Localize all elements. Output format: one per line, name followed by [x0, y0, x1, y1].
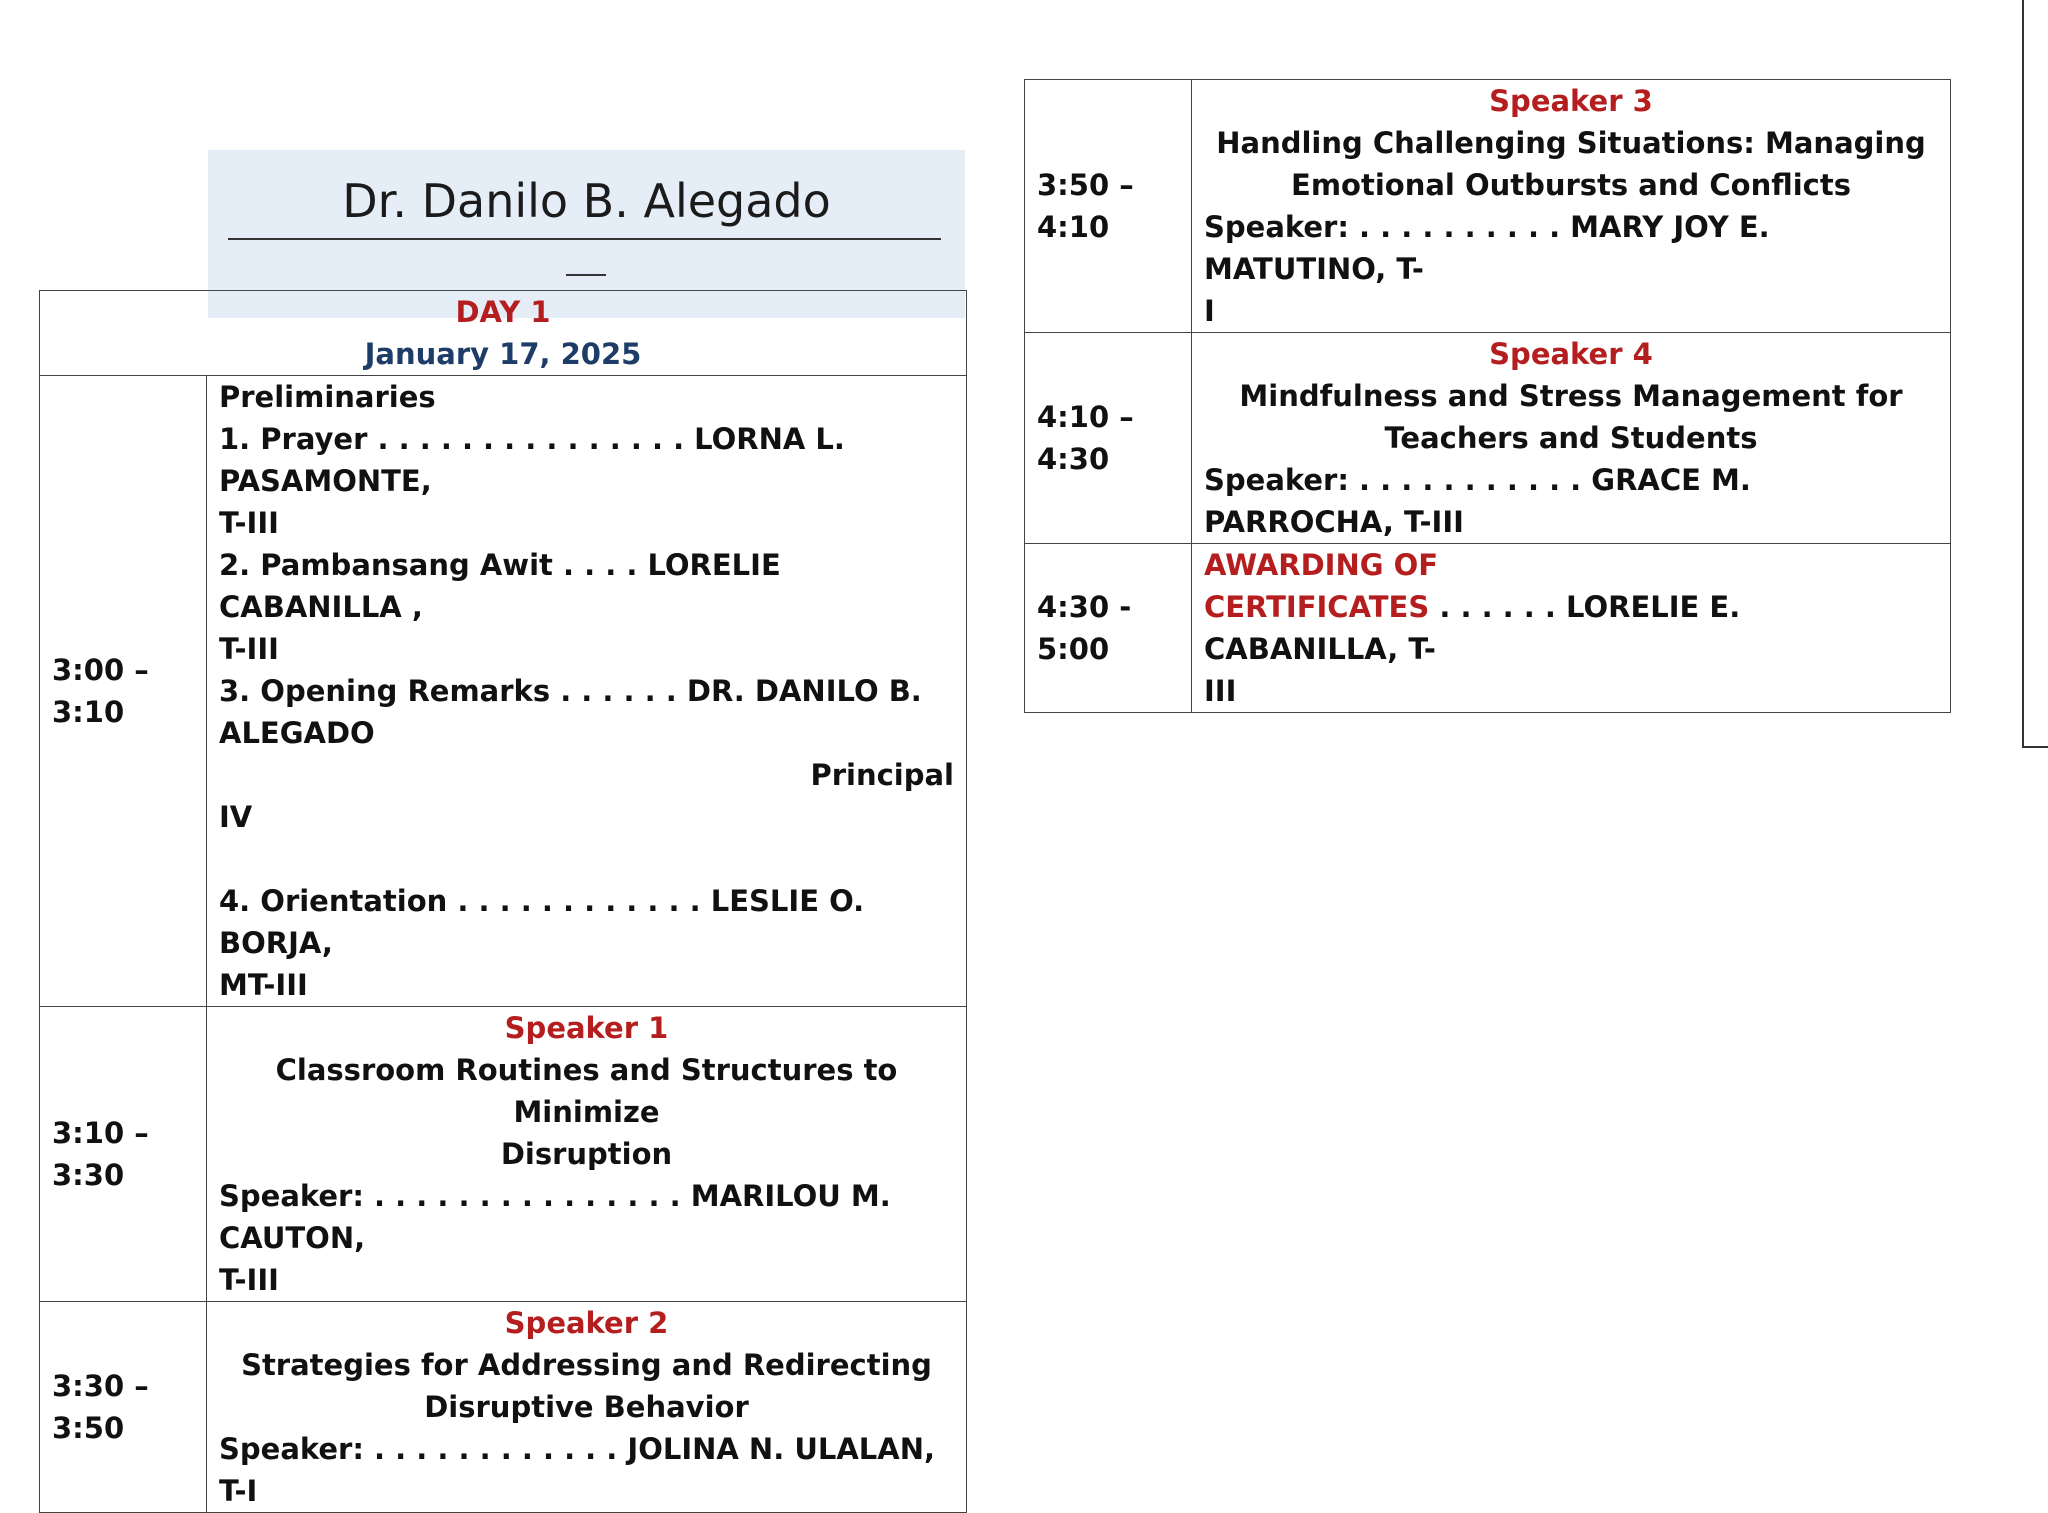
time-cell	[40, 376, 207, 1007]
anthem-line: 2. Pambansang Awit . . . . LORELIE CABANILLA ,	[219, 548, 781, 624]
time-cell	[40, 1302, 207, 1513]
speaker-cell	[1192, 333, 1951, 544]
awarding-line	[1204, 586, 1938, 670]
time-end: 3:30	[52, 1158, 125, 1192]
speaker-line: Speaker: . . . . . . . . . . . . JOLINA N. ULALAN, T-I	[219, 1432, 935, 1508]
time-start: 3:00 –	[52, 653, 149, 687]
table-row	[40, 1302, 967, 1513]
awarding-label: AWARDING OF	[1204, 548, 1439, 582]
remarks-position: Principal	[810, 758, 954, 792]
time-end: 3:50	[52, 1411, 125, 1445]
speaker-line-cont: T-III	[219, 1263, 279, 1297]
time-start: 3:10 –	[52, 1116, 149, 1150]
time-end: 5:00	[1037, 632, 1110, 666]
time-start: 4:30 -	[1037, 590, 1132, 624]
prayer-line: 1. Prayer . . . . . . . . . . . . . . . LORNA L. PASAMONTE,	[219, 422, 845, 498]
orientation-line-cont: MT-III	[219, 968, 308, 1002]
table-row	[1025, 80, 1951, 333]
speaker-label: Speaker 3	[1489, 84, 1653, 118]
speaker-line: Speaker: . . . . . . . . . . . GRACE M. PARROCHA, T-III	[1204, 463, 1751, 539]
time-cell	[1025, 544, 1192, 713]
day-header-cell	[40, 291, 967, 376]
topic-line: Disruptive Behavior	[424, 1390, 749, 1424]
speaker-cell	[1192, 80, 1951, 333]
time-cell	[1025, 333, 1192, 544]
remarks-line: 3. Opening Remarks . . . . . . DR. DANILO B.	[219, 674, 922, 708]
time-start: 3:30 –	[52, 1369, 149, 1403]
speaker-cell	[207, 1007, 967, 1302]
day-header-row	[40, 291, 967, 376]
topic-line: Classroom Routines and Structures to Minimize	[275, 1053, 898, 1129]
topic-line: Mindfulness and Stress Management for	[1239, 379, 1903, 413]
day-date: January 17, 2025	[364, 337, 642, 371]
schedule-table-day1	[39, 290, 967, 1513]
page-edge-line	[2022, 0, 2024, 748]
speaker-label: Speaker 1	[504, 1011, 669, 1045]
page-edge-foot	[2022, 746, 2048, 748]
remarks-position-cont: IV	[219, 800, 253, 834]
prayer-line-cont: T-III	[219, 506, 279, 540]
speaker-cell	[207, 1302, 967, 1513]
topic-line: Teachers and Students	[1384, 421, 1758, 455]
spacer-line	[219, 838, 954, 880]
topic-line: Handling Challenging Situations: Managing	[1216, 126, 1926, 160]
speaker-label: Speaker 2	[504, 1306, 669, 1340]
awarding-presenter: . . . . . . LORELIE E. CABANILLA, T-	[1204, 590, 1741, 666]
time-end: 3:10	[52, 695, 125, 729]
table-row	[1025, 333, 1951, 544]
topic-line: Disruption	[500, 1137, 673, 1171]
topic-line: Strategies for Addressing and Redirecting	[241, 1348, 932, 1382]
title-underline	[228, 238, 941, 240]
title-short-line	[566, 274, 606, 276]
preliminaries-cell	[207, 376, 967, 1007]
time-start: 3:50 –	[1037, 168, 1134, 202]
anthem-line-cont: T-III	[219, 632, 279, 666]
table-row	[40, 1007, 967, 1302]
awarding-line-cont: III	[1204, 674, 1237, 708]
awarding-cell	[1192, 544, 1951, 713]
day-label: DAY 1	[455, 295, 551, 329]
time-cell	[1025, 80, 1192, 333]
remarks-line-cont: ALEGADO	[219, 716, 375, 750]
orientation-line: 4. Orientation . . . . . . . . . . . . LESLIE O. BORJA,	[219, 884, 865, 960]
preliminaries-heading: Preliminaries	[219, 380, 436, 414]
speaker-line: Speaker: . . . . . . . . . . MARY JOY E. MATUTINO, T-	[1204, 210, 1770, 286]
time-cell	[40, 1007, 207, 1302]
time-start: 4:10 –	[1037, 400, 1134, 434]
speaker-label: Speaker 4	[1489, 337, 1653, 371]
time-end: 4:10	[1037, 210, 1110, 244]
table-row	[1025, 544, 1951, 713]
schedule-table-continued	[1024, 79, 1951, 713]
speaker-line-cont: I	[1204, 294, 1215, 328]
table-row	[40, 376, 967, 1007]
principal-name: Dr. Danilo B. Alegado	[342, 174, 831, 228]
time-end: 4:30	[1037, 442, 1110, 476]
certificates-label: CERTIFICATES	[1204, 590, 1430, 624]
topic-line: Emotional Outbursts and Conflicts	[1291, 168, 1851, 202]
speaker-line: Speaker: . . . . . . . . . . . . . . . MARILOU M. CAUTON,	[219, 1179, 891, 1255]
